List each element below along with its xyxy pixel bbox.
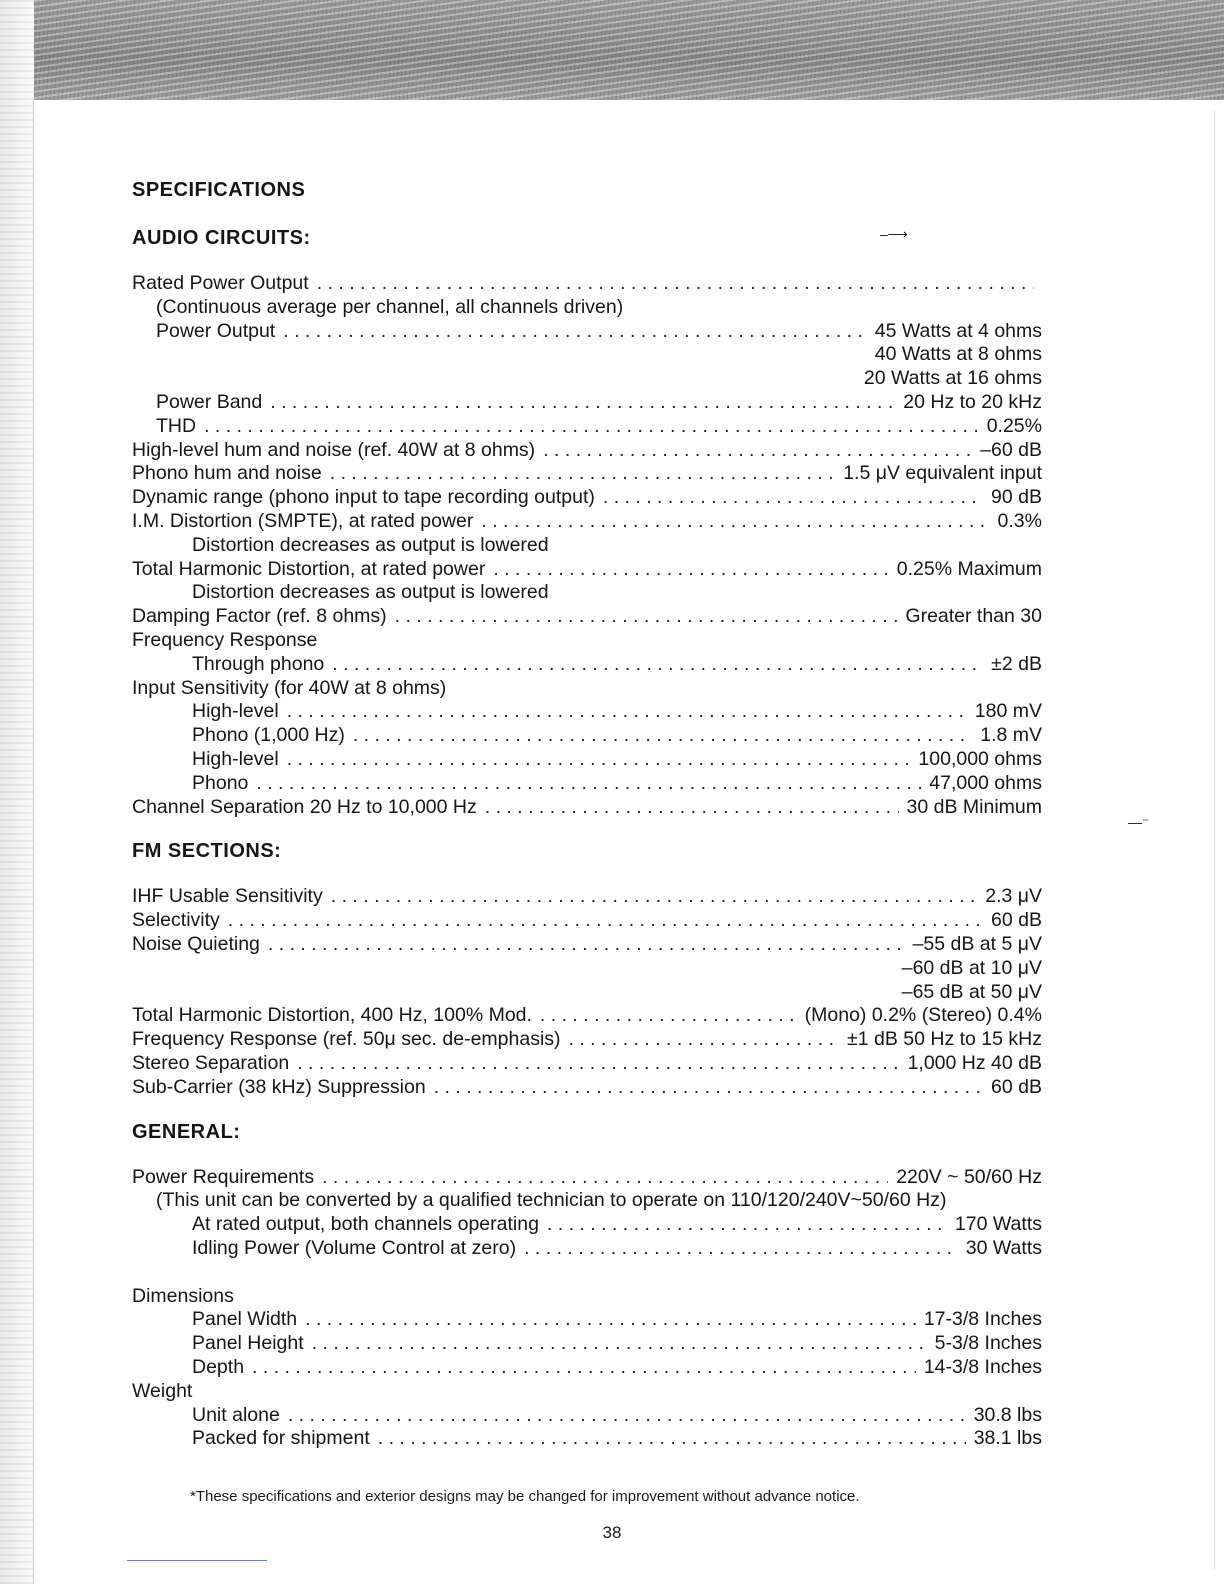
spec-row: [132, 933, 1042, 957]
audio-heading: AUDIO CIRCUITS:: [132, 227, 311, 249]
scan-bottom-line: [127, 1560, 267, 1561]
spec-label: Depth: [192, 1356, 245, 1379]
spec-label: High-level: [192, 747, 279, 770]
dot-leader: [305, 1308, 916, 1332]
spec-value: 20 Watts at 16 ohms: [863, 367, 1042, 390]
dot-leader: [283, 320, 867, 344]
spec-row: [132, 1213, 1042, 1237]
spec-label: Selectivity: [132, 909, 220, 932]
specifications-content: [132, 178, 1042, 1451]
spec-label: Dimensions: [132, 1284, 234, 1307]
spec-row: [132, 1285, 1042, 1309]
spec-label: High-level hum and noise (ref. 40W at 8 ohms): [132, 438, 536, 461]
spec-row: [132, 885, 1042, 909]
spec-label: Total Harmonic Distortion, at rated power: [132, 557, 486, 580]
dot-leader: [312, 1332, 927, 1356]
spec-label: I.M. Distortion (SMPTE), at rated power: [132, 509, 474, 532]
dot-leader: [485, 796, 899, 820]
spec-label: Damping Factor (ref. 8 ohms): [132, 605, 387, 628]
spec-label: Weight: [132, 1379, 193, 1402]
spec-value: 220V ~ 50/60 Hz: [896, 1165, 1042, 1188]
dot-leader: [493, 558, 888, 582]
spec-label: Phono hum and noise: [132, 462, 322, 485]
spec-label: Rated Power Output: [132, 272, 309, 294]
spec-value: 2.3 μV: [985, 885, 1042, 908]
spec-row: [132, 320, 1042, 344]
dot-leader: [569, 1028, 840, 1052]
spec-row: [132, 605, 1042, 629]
spec-value: 0.3%: [997, 509, 1042, 532]
scan-left-edge: [0, 0, 34, 1584]
dot-leader: [317, 272, 1034, 296]
spec-value: 30.8 lbs: [973, 1403, 1042, 1426]
spec-label: Power Band: [156, 390, 263, 413]
spec-value: Greater than 30: [905, 605, 1042, 628]
spec-row: [132, 1028, 1042, 1052]
spec-value: 180 mV: [974, 700, 1042, 723]
spec-row: [132, 510, 1042, 534]
spec-row: [132, 558, 1042, 582]
spec-value: 5-3/8 Inches: [934, 1332, 1042, 1355]
dot-leader: [287, 748, 911, 772]
spec-row: [132, 1076, 1042, 1100]
spec-value: 45 Watts at 4 ohms: [874, 319, 1042, 342]
spec-row: [132, 1237, 1042, 1261]
spec-label: Phono: [192, 771, 249, 794]
spec-row: [132, 391, 1042, 415]
general-heading: GENERAL:: [132, 1120, 241, 1143]
spec-value: 100,000 ohms: [918, 747, 1042, 770]
spec-value: 20 Hz to 20 kHz: [903, 390, 1042, 413]
spec-row: [132, 1004, 1042, 1028]
spec-label: Dynamic range (phono input to tape recording output): [132, 486, 595, 509]
spec-value: ±2 dB: [991, 652, 1042, 675]
spec-note: [132, 581, 1042, 605]
spec-value: –60 dB: [980, 438, 1042, 461]
spec-value: (Mono) 0.2% (Stereo) 0.4%: [804, 1004, 1042, 1027]
spec-label: Power Requirements: [132, 1165, 315, 1188]
dot-leader: [481, 510, 989, 534]
spec-row: [132, 272, 1042, 296]
dot-leader: [547, 1213, 947, 1237]
spec-row: [132, 439, 1042, 463]
dot-leader: [252, 1356, 916, 1380]
spec-row: [132, 700, 1042, 724]
spec-value: 0.25% Maximum: [896, 557, 1042, 580]
spec-label: Phono (1,000 Hz): [192, 724, 345, 747]
spec-value: 14-3/8 Inches: [923, 1356, 1042, 1379]
dot-leader: [332, 653, 983, 677]
spec-value: 60 dB: [991, 909, 1042, 932]
page-number: 38: [602, 1523, 622, 1542]
spec-label: (Continuous average per channel, all channels driven): [156, 295, 624, 318]
dot-leader: [297, 1052, 899, 1076]
spec-row: [132, 462, 1042, 486]
spec-value: 60 dB: [991, 1075, 1042, 1098]
spec-label: Distortion decreases as output is lowered: [192, 533, 549, 556]
spec-label: (This unit can be converted by a qualified technician to operate on 110/120/240V~50/60 Hz): [156, 1189, 947, 1212]
spec-row: [132, 1356, 1042, 1380]
spec-value: 1.5 μV equivalent input: [843, 462, 1042, 485]
spec-value: 1.8 mV: [980, 724, 1042, 747]
spec-label: Sub-Carrier (38 kHz) Suppression: [132, 1075, 426, 1098]
dot-leader: [353, 724, 972, 748]
spec-label: THD: [156, 414, 197, 437]
spec-value: 1,000 Hz 40 dB: [907, 1051, 1042, 1074]
dot-leader: [543, 439, 972, 463]
spec-value: 90 dB: [991, 486, 1042, 509]
page-title: SPECIFICATIONS: [132, 179, 306, 201]
spec-row: [132, 1427, 1042, 1451]
scan-top-band: [34, 0, 1224, 100]
spec-value: 30 dB Minimum: [906, 795, 1042, 818]
spec-note: [132, 1189, 1042, 1213]
spec-row: [132, 1166, 1042, 1190]
scan-right-line: [1214, 110, 1215, 1570]
spec-value: –60 dB at 10 μV: [901, 956, 1042, 979]
footnote: *These specifications and exterior designs may be changed for improvement without advance notice.: [190, 1488, 860, 1505]
dot-leader: [270, 391, 895, 415]
spec-row: [132, 909, 1042, 933]
pen-mark: –⟶: [880, 226, 908, 242]
spec-row: [132, 772, 1042, 796]
spec-label: Frequency Response (ref. 50μ sec. de-emphasis): [132, 1028, 561, 1051]
spec-label: Panel Width: [192, 1308, 298, 1331]
dot-leader: [603, 486, 983, 510]
spec-label: Through phono: [192, 652, 325, 675]
spec-value: 30 Watts: [965, 1236, 1042, 1259]
dot-leader: [331, 885, 977, 909]
dot-leader: [228, 909, 983, 933]
spec-row: [132, 796, 1042, 820]
spec-row: [132, 1380, 1042, 1404]
spec-row: [132, 1332, 1042, 1356]
dot-leader: [395, 605, 898, 629]
spec-label: Power Output: [156, 319, 276, 342]
dot-leader: [256, 772, 921, 796]
spec-row: [132, 724, 1042, 748]
pen-mark: —⁻: [1128, 814, 1150, 830]
dot-leader: [434, 1076, 983, 1100]
spec-label: Idling Power (Volume Control at zero): [192, 1236, 517, 1259]
spec-row: [132, 1052, 1042, 1076]
spec-label: Channel Separation 20 Hz to 10,000 Hz: [132, 795, 477, 818]
spec-row: [132, 1308, 1042, 1332]
spec-label: Total Harmonic Distortion, 400 Hz, 100% Mod.: [132, 1004, 532, 1027]
spec-note: [132, 296, 1042, 320]
dot-leader: [322, 1166, 888, 1190]
spec-value: 40 Watts at 8 ohms: [874, 343, 1042, 366]
dot-leader: [288, 1404, 966, 1428]
spec-label: Input Sensitivity (for 40W at 8 ohms): [132, 676, 447, 699]
dot-leader: [330, 462, 835, 486]
spec-row: [132, 415, 1042, 439]
spec-label: IHF Usable Sensitivity: [132, 885, 323, 908]
dot-leader: [378, 1427, 966, 1451]
spec-value: 170 Watts: [954, 1213, 1042, 1236]
spec-value: –65 dB at 50 μV: [901, 980, 1042, 1003]
spec-row: [132, 1404, 1042, 1428]
dot-leader: [524, 1237, 958, 1261]
spec-label: Unit alone: [192, 1403, 280, 1426]
spec-label: Packed for shipment: [192, 1427, 370, 1450]
spec-value: 0.25%: [986, 414, 1042, 437]
spec-note: [132, 534, 1042, 558]
spec-value: 47,000 ohms: [929, 771, 1042, 794]
fm-heading: FM SECTIONS:: [132, 840, 282, 863]
spec-label: Panel Height: [192, 1332, 304, 1355]
spec-row: [132, 629, 1042, 653]
spec-value: 38.1 lbs: [973, 1427, 1042, 1450]
spec-label: Noise Quieting: [132, 932, 260, 955]
spec-label: Stereo Separation: [132, 1051, 290, 1074]
scan-left-line: [33, 100, 34, 1584]
dot-leader: [204, 415, 979, 439]
spec-label: At rated output, both channels operating: [192, 1213, 539, 1236]
spec-row: [132, 486, 1042, 510]
spec-label: High-level: [192, 700, 279, 723]
spec-row: [132, 748, 1042, 772]
spec-row: [132, 677, 1042, 701]
spec-value: ±1 dB 50 Hz to 15 kHz: [847, 1028, 1042, 1051]
spec-label: Frequency Response: [132, 628, 318, 651]
dot-leader: [287, 700, 967, 724]
spec-value: –55 dB at 5 μV: [912, 932, 1042, 955]
dot-leader: [540, 1004, 797, 1028]
dot-leader: [268, 933, 905, 957]
spec-label: Distortion decreases as output is lowered: [192, 581, 549, 604]
spec-row: [132, 653, 1042, 677]
spec-value: 17-3/8 Inches: [923, 1308, 1042, 1331]
